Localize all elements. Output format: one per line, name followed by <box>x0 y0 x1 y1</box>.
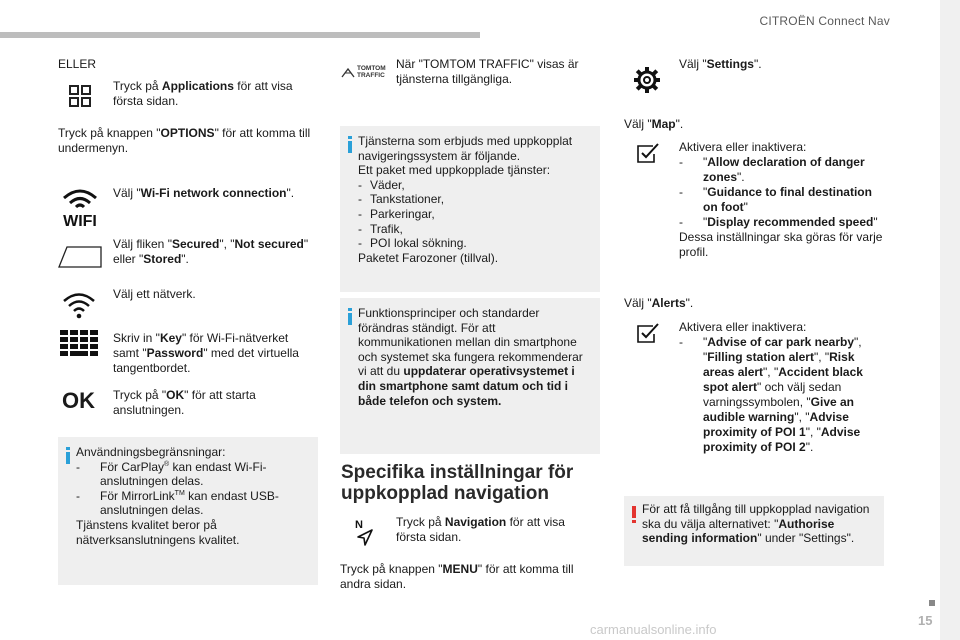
alerts-options-list <box>679 335 884 455</box>
watermark: carmanualsonline.info <box>590 622 717 637</box>
tomtom-line2: TRAFFIC <box>357 72 385 79</box>
profile-note: Dessa inställningar ska göras för varje profil. <box>679 230 883 259</box>
navigation-compass-icon <box>352 517 376 549</box>
authorise-warning-note: För att få tillgång till uppkopplad navigation ska du välja alternativet: "Authorise sending information" under "Settings". <box>624 496 884 566</box>
checkbox-icon <box>636 142 660 164</box>
applications-grid-icon <box>68 84 92 108</box>
list-item: - För MirrorLink™ kan endast USB-anslutningen delas. <box>76 489 310 518</box>
side-strip <box>940 0 960 640</box>
alerts-options <box>679 320 884 455</box>
tomtom-traffic-icon <box>340 62 388 80</box>
map-options <box>679 140 884 260</box>
services-note <box>340 126 600 292</box>
wifi-instruction: Välj "Wi-Fi network connection". <box>113 186 295 200</box>
note-title: Användningsbegränsningar: <box>76 445 226 459</box>
ok-icon: OK <box>62 388 95 413</box>
page-number: 15 <box>918 613 933 628</box>
section-heading: Specifika inställningar för uppkopplad navigation <box>341 462 574 504</box>
eller-label: ELLER <box>58 57 97 71</box>
options-instruction: Tryck på knappen "OPTIONS" för att komma till undermenyn. <box>58 126 311 155</box>
ok-instruction: Tryck på "OK" för att starta anslutningen. <box>113 388 256 417</box>
map-instruction: Välj "Map". <box>624 117 684 131</box>
key-instruction: Skriv in "Key" för Wi-Fi-nätverket samt "Password" med det virtuella tangentbordet. <box>113 331 299 375</box>
services-footer: Paketet Farozoner (tillval). <box>358 250 499 265</box>
tomtom-text: När "TOMTOM TRAFFIC" visas är tjänsterna tillgängliga. <box>396 57 579 86</box>
list-item: - Trafik, <box>358 222 592 237</box>
list-item: - POI lokal sökning. <box>358 236 592 251</box>
activate-label: Aktivera eller inaktivera: <box>679 140 807 154</box>
wifi-label: WIFI <box>63 213 97 228</box>
top-rule <box>0 32 480 38</box>
note-list <box>76 460 310 518</box>
map-options-list <box>679 155 884 230</box>
list-item: - Parkeringar, <box>358 207 592 222</box>
services-pack: Ett paket med uppkopplade tjänster: <box>358 163 551 178</box>
tab-instruction: Välj fliken "Secured", "Not secured" eller "Stored". <box>113 237 309 266</box>
settings-instruction: Välj "Settings". <box>679 57 762 71</box>
page-marker <box>929 600 935 606</box>
tomtom-line1: TOMTOM <box>357 65 386 72</box>
header-title: CITROËN Connect Nav <box>759 14 890 28</box>
note-footer: Tjänstens kvalitet beror på nätverksanslutningens kvalitet. <box>76 517 240 547</box>
nav-letter: N <box>355 519 363 531</box>
alerts-instruction: Välj "Alerts". <box>624 296 694 310</box>
list-item: - "Display recommended speed" <box>679 215 884 230</box>
tab-folder-icon <box>58 246 102 268</box>
list-item: - Tankstationer, <box>358 192 592 207</box>
list-item: - Väder, <box>358 178 592 193</box>
list-item: - För CarPlay® kan endast Wi-Fi-anslutningen delas. <box>76 460 310 489</box>
services-intro: Tjänsterna som erbjuds med uppkopplat navigeringssystem är följande. <box>358 134 573 163</box>
keyboard-icon <box>60 330 98 356</box>
navigation-instruction: Tryck på Navigation för att visa första sidan. <box>396 515 565 544</box>
menu-instruction: Tryck på knappen "MENU" för att komma till andra sidan. <box>340 562 574 591</box>
list-item: - "Guidance to final destination on foot" <box>679 185 884 215</box>
usage-limits-note <box>58 437 318 585</box>
list-item: - "Allow declaration of danger zones". <box>679 155 884 185</box>
checkbox-icon <box>636 322 660 344</box>
standards-note: Funktionsprinciper och standarder förändras ständigt. För att kommunikationen mellan din smartphone och systemet ska fungera rekommenderar vi att du uppdaterar operativsystemet i din smartphone samt datum och tid i både telefon och system. <box>340 298 600 454</box>
wifi-signal-icon <box>61 291 97 319</box>
network-instruction: Välj ett nätverk. <box>113 287 196 301</box>
list-item: - "Advise of car park nearby", "Filling station alert", "Risk areas alert", "Accident black spot alert" och välj sedan varningssymbolen, "Give an audible warning", "Advise proximity of POI 1", "Advise proximity of POI 2". <box>679 335 884 455</box>
wifi-icon <box>58 186 102 228</box>
settings-gear-icon <box>633 66 661 94</box>
activate-label: Aktivera eller inaktivera: <box>679 320 807 334</box>
applications-instruction: Tryck på Applications för att visa första sidan. <box>113 79 293 108</box>
services-list <box>358 178 592 251</box>
